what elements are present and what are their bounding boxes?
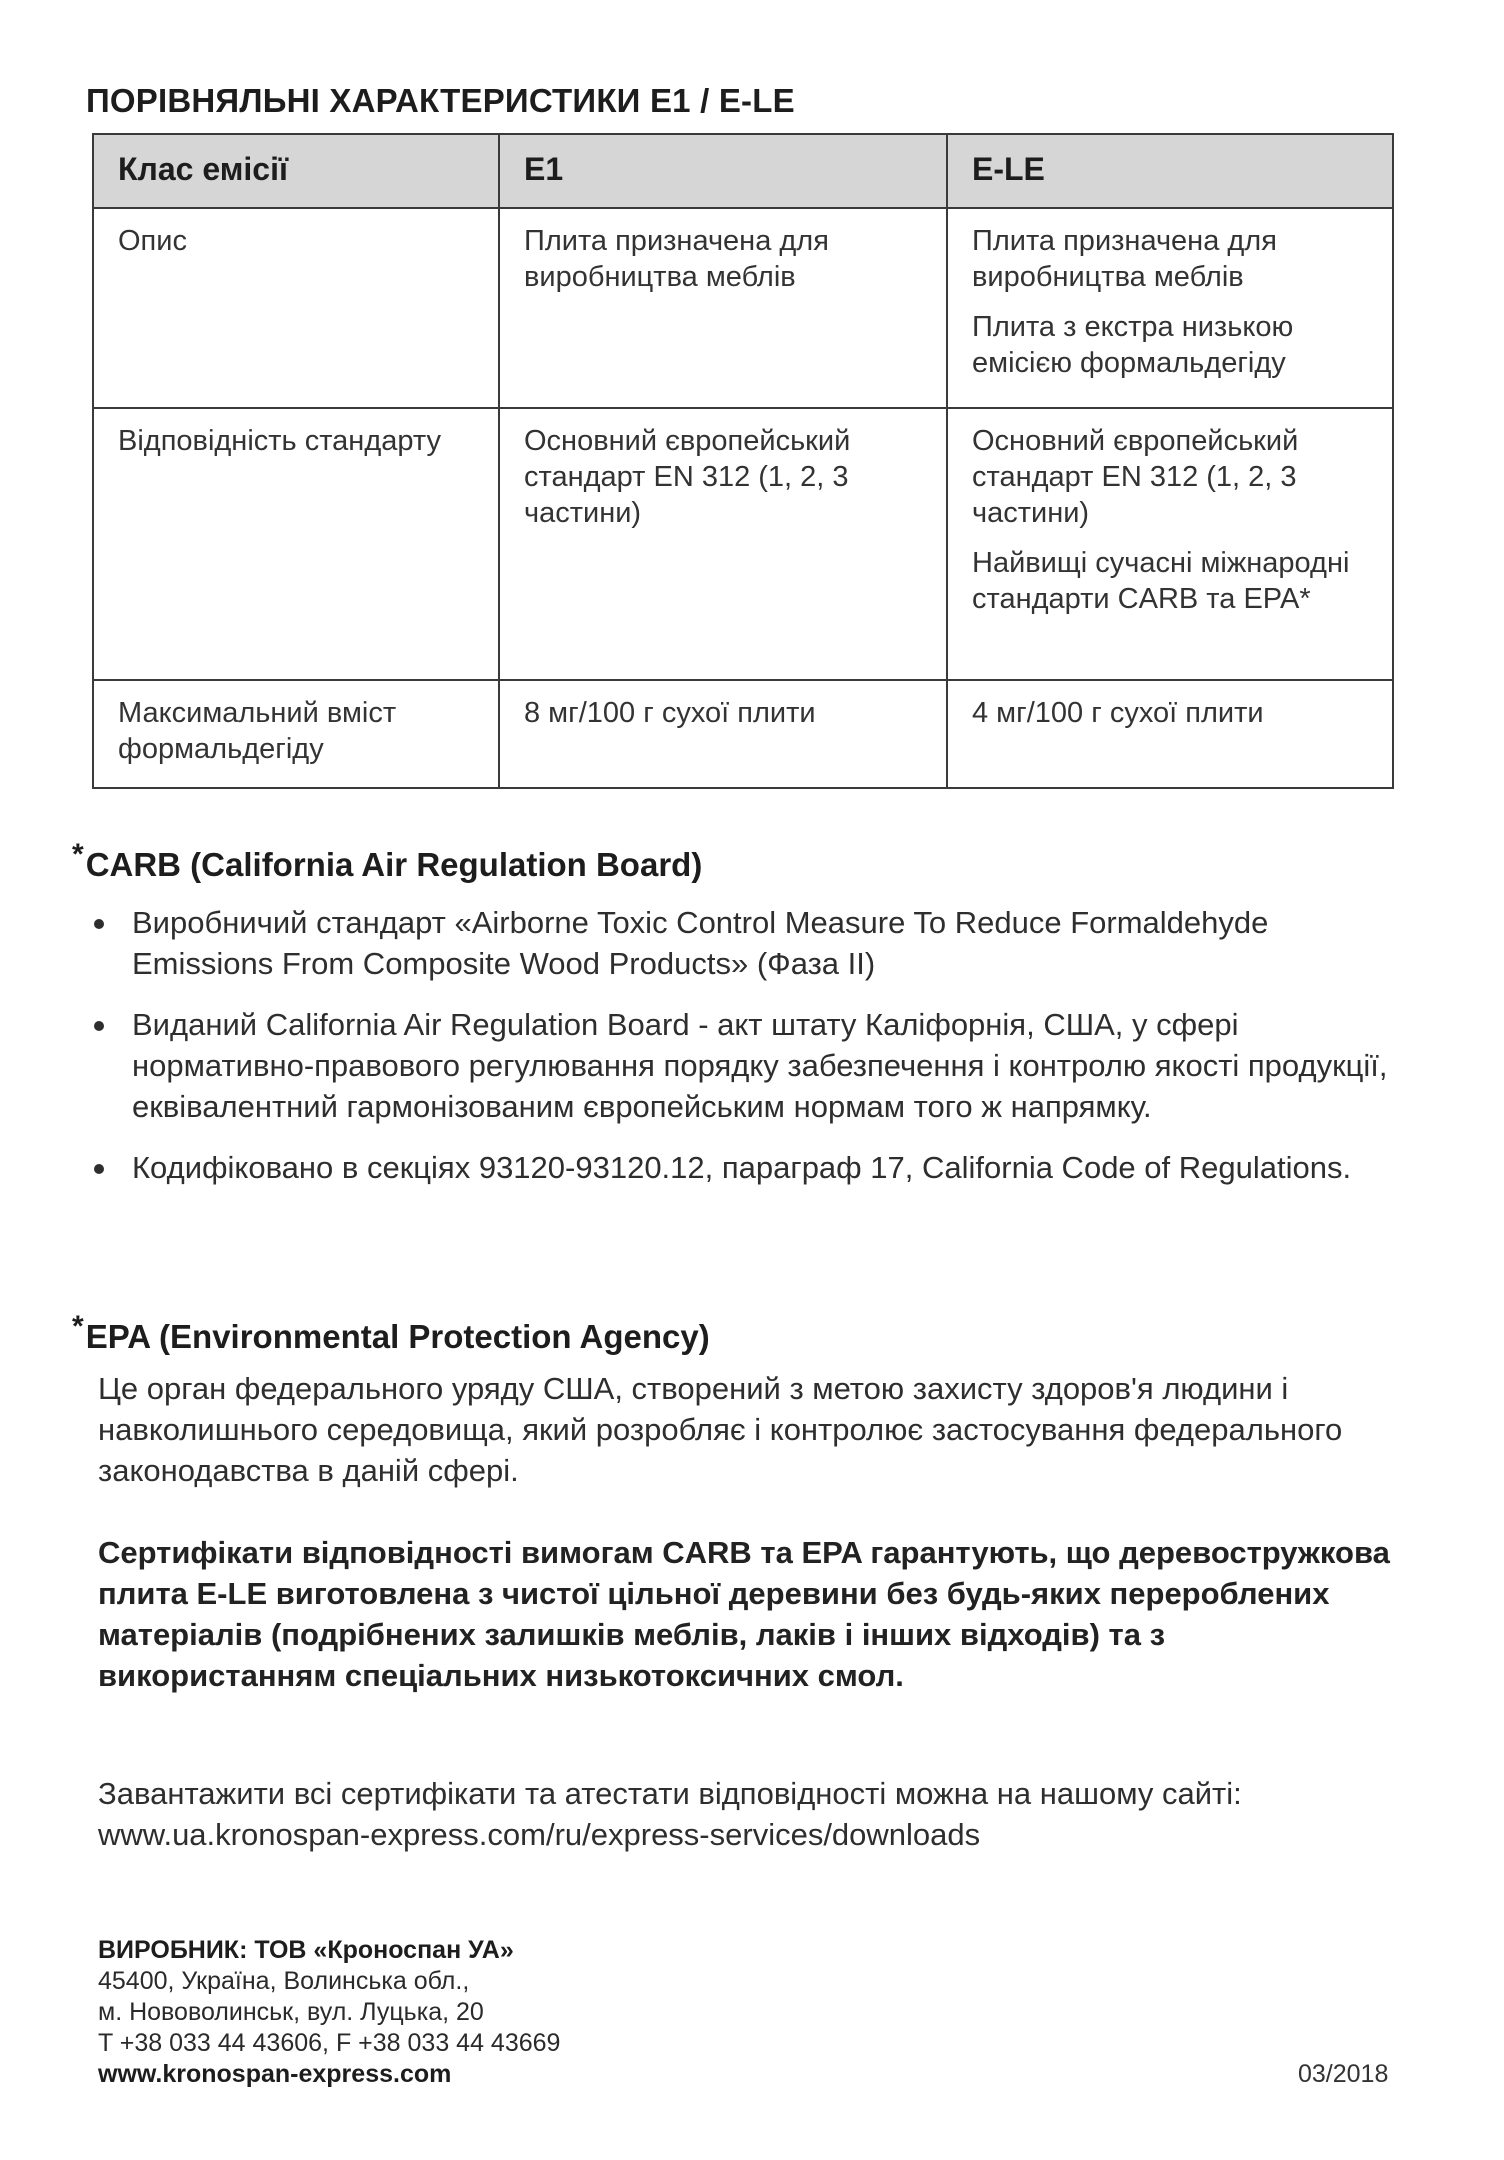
row-label-text: Відповідність стандарту (118, 425, 441, 457)
address-line: 45400, Україна, Волинська обл., (98, 1967, 470, 1995)
cell-text: Найвищі сучасні міжнародні стандарти CARB та EPA* (972, 547, 1350, 615)
carb-section (72, 838, 1392, 1208)
bullet-icon (94, 1164, 104, 1174)
list-item (72, 902, 1392, 984)
page-title: ПОРІВНЯЛЬНІ ХАРАКТЕРИСТИКИ E1 / E-LE (86, 82, 795, 119)
e1-cell (499, 208, 947, 408)
epa-description: Це орган федерального уряду США, створений з метою захисту здоров'я людини і навколишнього середовища, який розробляє і контролює застосування федерального законодавства в даній сфері. (98, 1371, 1343, 1488)
table-row (93, 680, 1393, 788)
bullet-icon (94, 1021, 104, 1031)
epa-title-text: EPA (Environmental Protection Agency) (85, 1318, 710, 1355)
table-row (93, 408, 1393, 680)
cell-text: Плита призначена для виробництва меблів (972, 225, 1277, 293)
row-label (93, 408, 499, 680)
ele-cell (947, 208, 1393, 408)
column-header-emission-class: Клас емісії (93, 134, 499, 208)
e1-cell (499, 408, 947, 680)
list-item-text: Виробничий стандарт «Airborne Toxic Control Measure To Reduce Formaldehyde Emissions From Composite Wood Products» (Фаза II) (132, 905, 1269, 981)
address-line: м. Нововолинськ, вул. Луцька, 20 (98, 1998, 484, 2026)
list-item-text: Кодифіковано в секціях 93120-93120.12, параграф 17, California Code of Regulations. (132, 1150, 1352, 1185)
website-link[interactable]: www.kronospan-express.com (98, 2060, 452, 2088)
document-date: 03/2018 (1298, 2060, 1389, 2088)
epa-section (72, 1310, 1392, 1491)
carb-bullet-list (72, 902, 1392, 1188)
bullet-icon (94, 919, 104, 929)
phone-line: T +38 033 44 43606, F +38 033 44 43669 (98, 2029, 561, 2057)
ele-cell (947, 408, 1393, 680)
list-item (72, 1004, 1392, 1127)
cell-text: Основний європейський стандарт EN 312 (1, 2, 3 частини) (524, 425, 851, 529)
row-label (93, 680, 499, 788)
column-header-ele: E-LE (947, 134, 1393, 208)
table-row (93, 208, 1393, 408)
carb-title (72, 838, 1392, 884)
footnote-asterisk: * (72, 1310, 84, 1343)
manufacturer-footer (98, 1935, 560, 2090)
row-label-text: Максимальний вміст формальдегіду (118, 697, 397, 765)
carb-title-text: CARB (California Air Regulation Board) (85, 846, 703, 883)
cell-text: 8 мг/100 г сухої плити (524, 697, 816, 729)
epa-title (72, 1310, 1392, 1356)
list-item (72, 1147, 1392, 1188)
footnote-asterisk: * (72, 838, 84, 871)
cell-text: Плита з екстра низькою емісією формальдегіду (972, 311, 1294, 379)
manufacturer-name: ВИРОБНИК: ТОВ «Кроноспан УА» (98, 1936, 514, 1964)
cell-text: 4 мг/100 г сухої плити (972, 697, 1264, 729)
row-label-text: Опис (118, 225, 187, 257)
ele-cell (947, 680, 1393, 788)
cell-text: Основний європейський стандарт EN 312 (1, 2, 3 частини) (972, 425, 1299, 529)
cell-text: Плита призначена для виробництва меблів (524, 225, 829, 293)
comparison-table (92, 133, 1394, 789)
list-item-text: Виданий California Air Regulation Board - акт штату Каліфорнія, США, у сфері нормативно-правового регулювання порядку забезпечення і контролю якості продукції, еквівалентний гармонізованим європейським нормам того ж напрямку. (132, 1007, 1388, 1124)
table-header-row (93, 134, 1393, 208)
e1-cell (499, 680, 947, 788)
certificates-statement: Сертифікати відповідності вимогам CARB та EPA гарантують, що деревостружкова плита E-LE виготовлена з чистої цільної деревини без будь-яких перероблених матеріалів (подрібнених залишків меблів, лаків і інших відходів) та з використанням спеціальних низькотоксичних смол. (98, 1535, 1390, 1693)
column-header-e1: E1 (499, 134, 947, 208)
download-note: Завантажити всі сертифікати та атестати відповідності можна на нашому сайті: www.ua.kronospan-express.com/ru/express-services/downloads (98, 1776, 1242, 1852)
row-label (93, 208, 499, 408)
